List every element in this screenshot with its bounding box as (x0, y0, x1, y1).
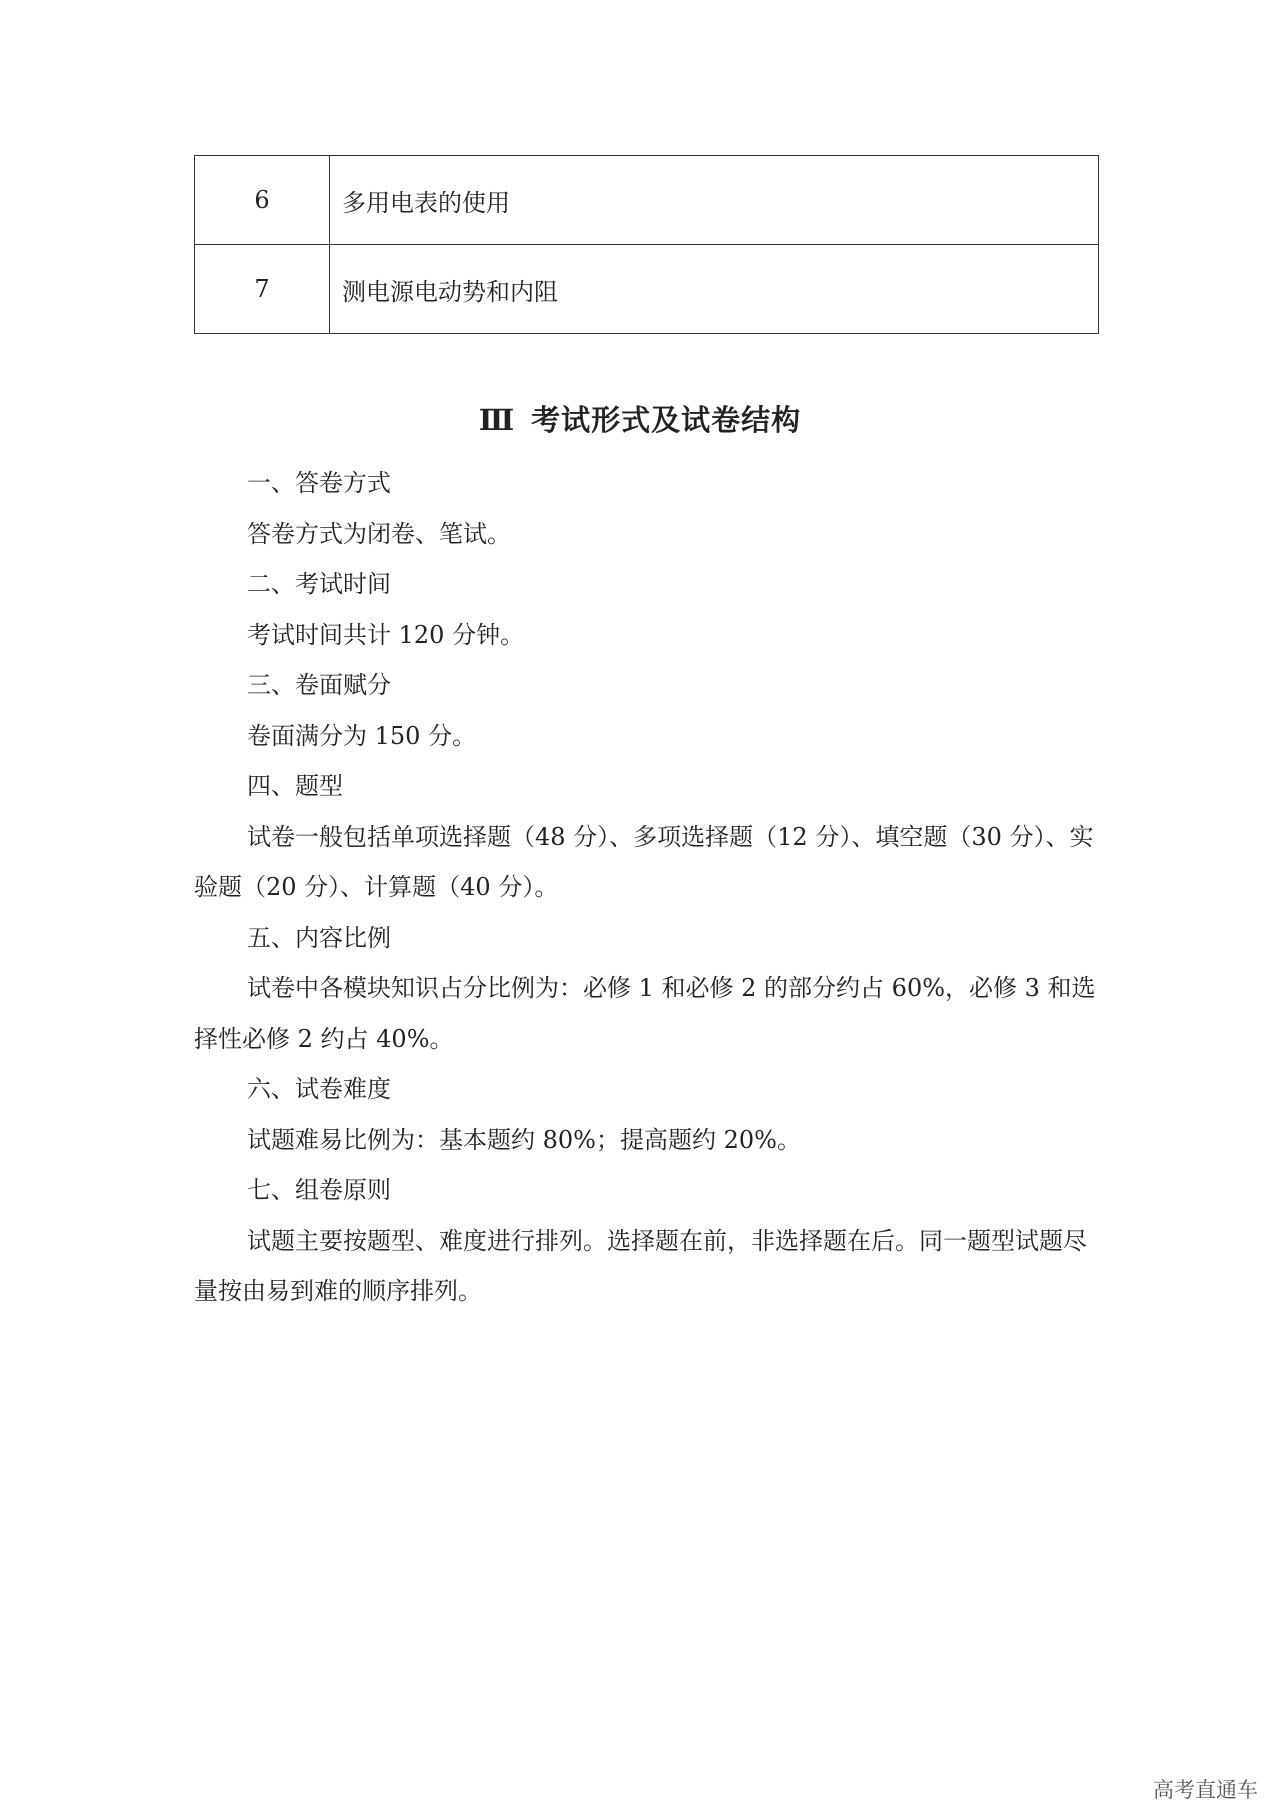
table-row (195, 156, 1099, 245)
item-heading: 二、考试时间 (247, 570, 391, 598)
section-title (0, 398, 1280, 439)
item-heading: 五、内容比例 (247, 923, 391, 952)
section-content (194, 458, 1099, 1317)
experiment-name: 多用电表的使用 (330, 156, 1099, 245)
item-heading: 七、组卷原则 (247, 1176, 391, 1204)
item-heading: 一、答卷方式 (247, 469, 391, 497)
item-body: 考试时间共计 120 分钟。 (247, 620, 525, 649)
item-heading: 三、卷面赋分 (247, 671, 391, 699)
item-heading: 六、试卷难度 (247, 1075, 391, 1103)
item-body: 卷面满分为 150 分。 (247, 721, 477, 750)
item-body: 答卷方式为闭卷、笔试。 (247, 519, 511, 548)
experiment-table (194, 155, 1099, 334)
item-body: 试卷中各模块知识占分比例为：必修 1 和必修 2 的部分约占 60%，必修 3 和选择性必修 2 约占 40%。 (194, 974, 1096, 1053)
item-body: 试卷一般包括单项选择题（48 分）、多项选择题（12 分）、填空题（30 分）、实验题（20 分）、计算题（40 分）。 (194, 822, 1094, 901)
section-heading: 考试形式及试卷结构 (531, 403, 802, 437)
item-body: 试题难易比例为：基本题约 80%；提高题约 20%。 (247, 1125, 801, 1154)
experiment-name: 测电源电动势和内阻 (330, 245, 1099, 334)
table-row (195, 245, 1099, 334)
item-body: 试题主要按题型、难度进行排列。选择题在前，非选择题在后。同一题型试题尽量按由易到难的顺序排列。 (194, 1226, 1087, 1305)
row-number: 7 (195, 245, 330, 334)
section-numeral: Ⅲ (478, 403, 516, 437)
item-heading: 四、题型 (247, 772, 343, 800)
watermark: 高考直通车 (1153, 1778, 1258, 1802)
row-number: 6 (195, 156, 330, 245)
